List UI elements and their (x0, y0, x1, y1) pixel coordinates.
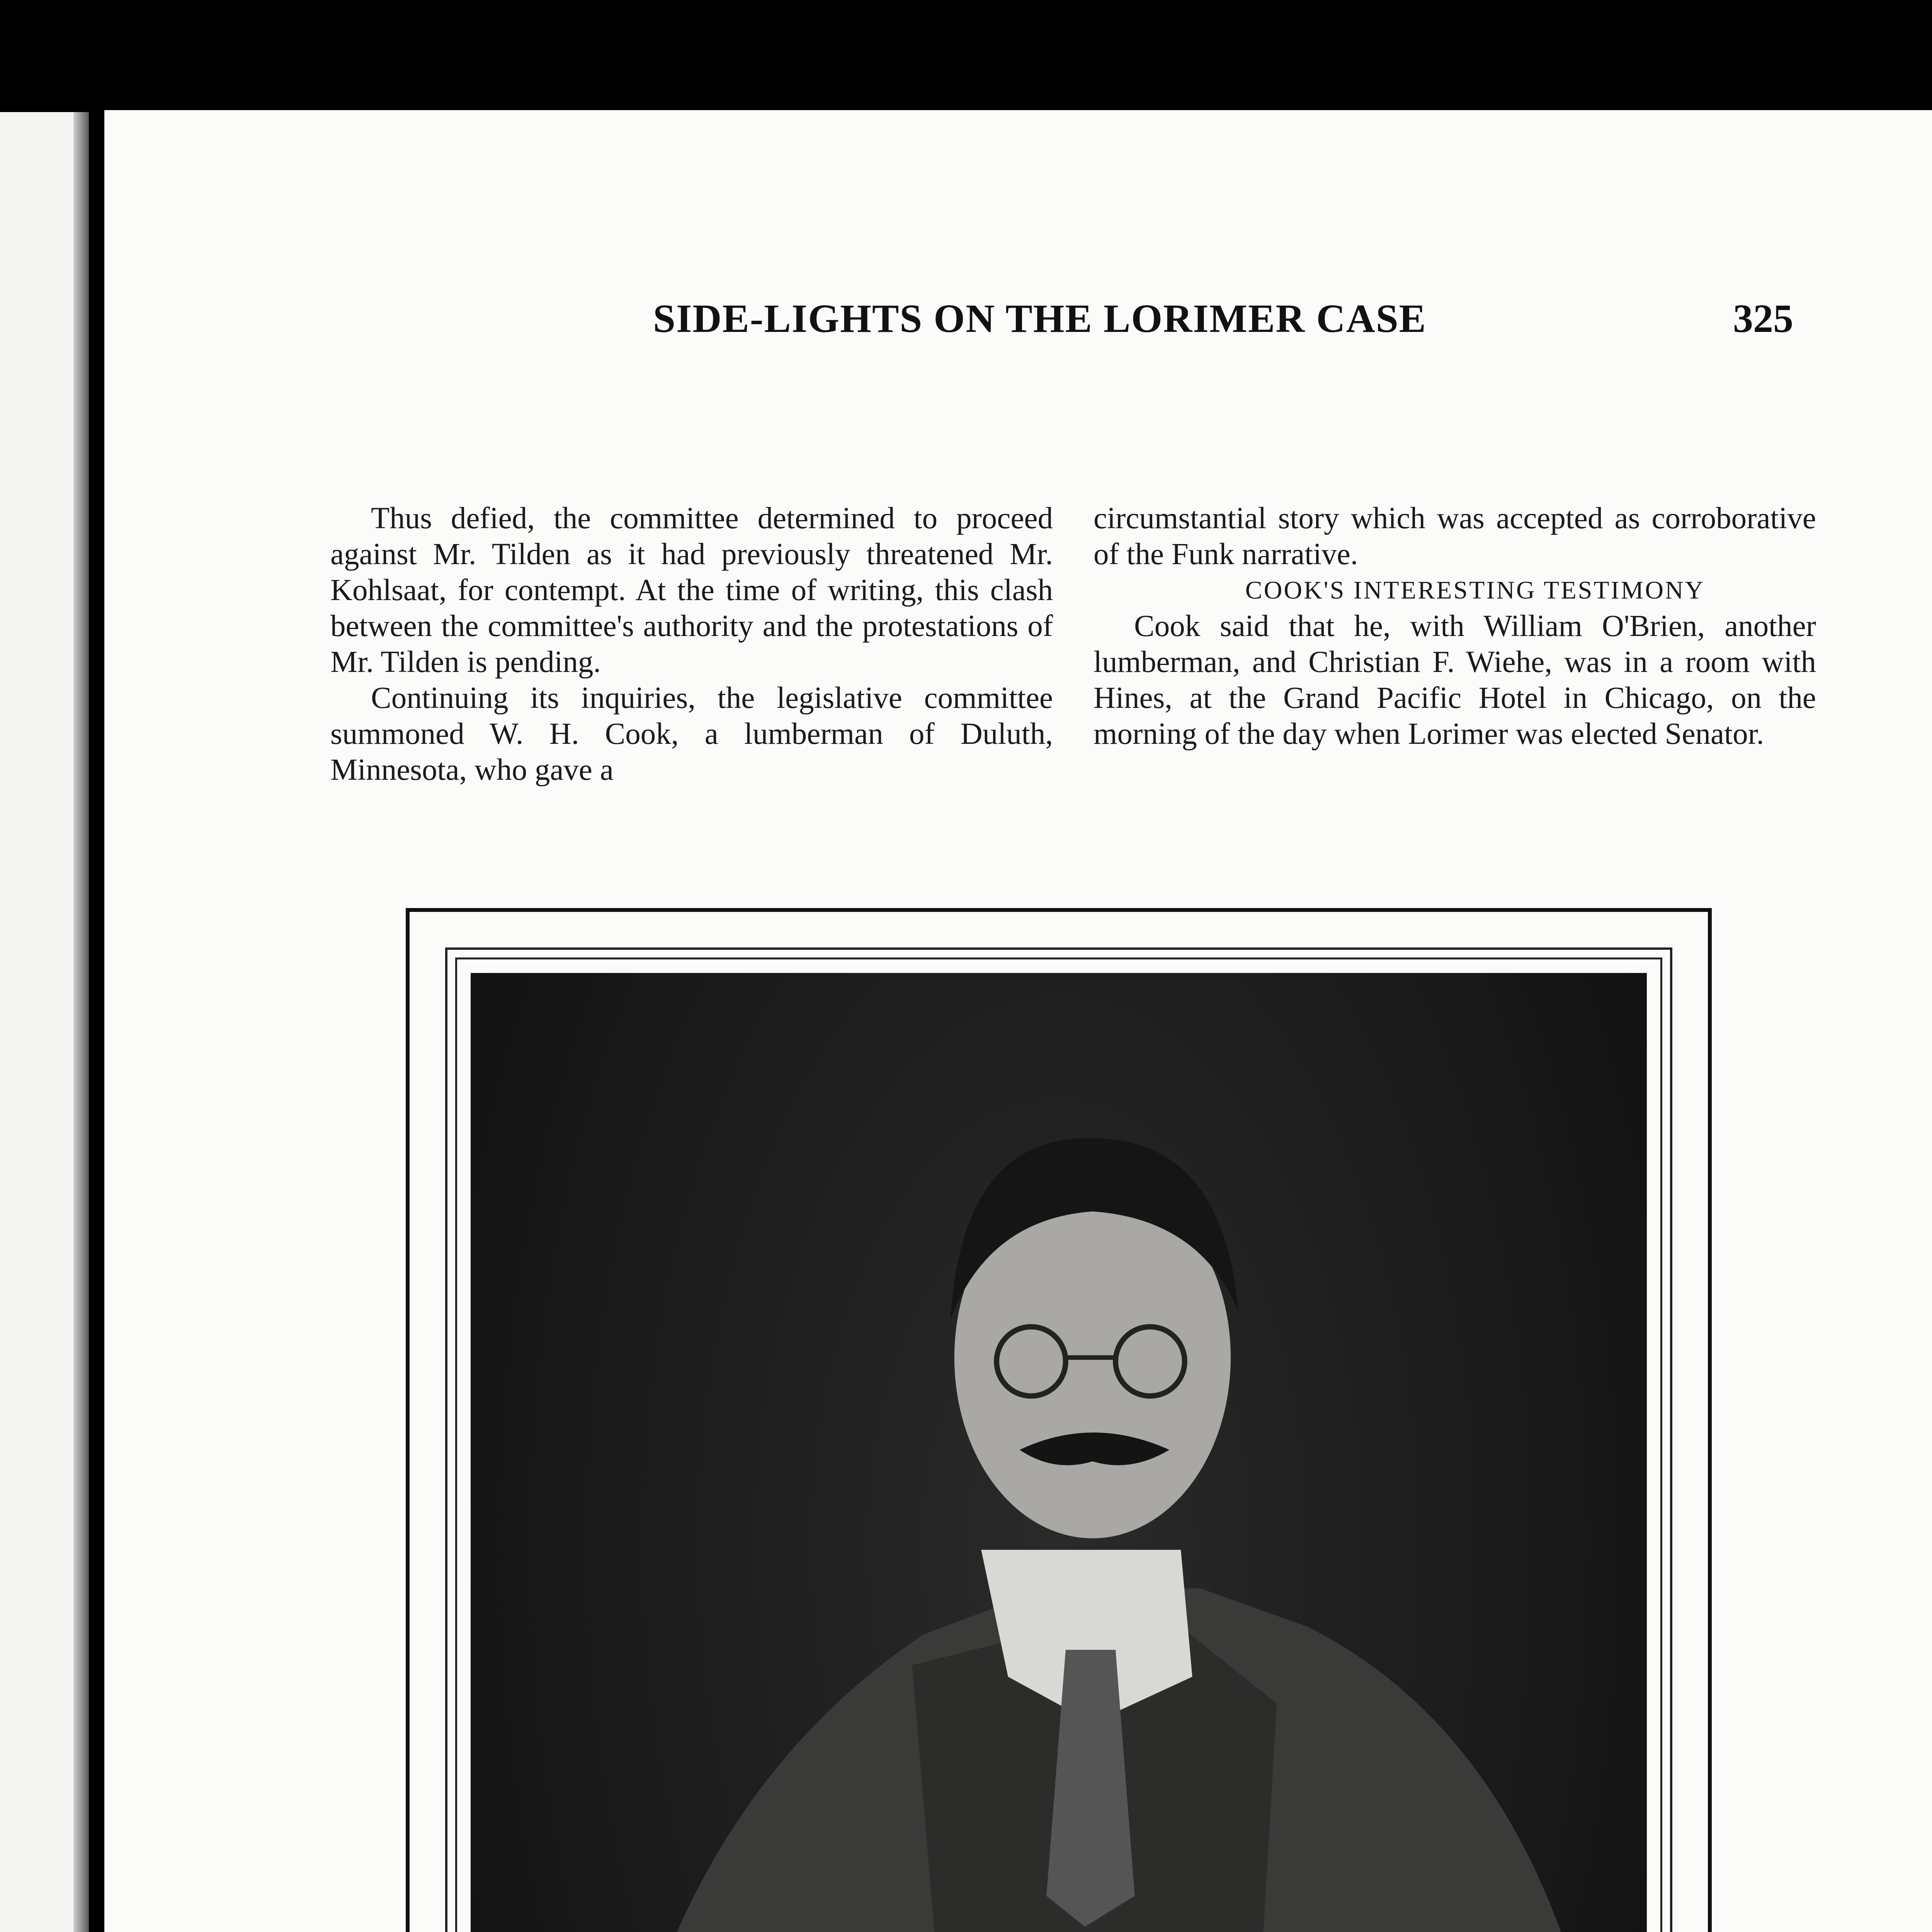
section-subhead: COOK'S INTERESTING TESTIMONY (1245, 576, 1705, 604)
text-column-right (1094, 500, 1816, 752)
paragraph: Cook said that he, with William O'Brien, another lumberman, and Christian F. Wiehe, was in a room with Hines, at the Grand Pacific Hotel in Chicago, on the morning of the day when Lorimer was elected Senator. (1094, 609, 1816, 751)
text-column-left (330, 500, 1053, 788)
paragraph: circumstantial story which was accepted as corroborative of the Funk narrative. (1094, 502, 1816, 571)
running-head (104, 296, 1932, 357)
paragraph: Continuing its inquiries, the legislative committee summoned W. H. Cook, a lumberman of Duluth, Minnesota, who gave a (330, 681, 1053, 787)
page-number: 325 (1733, 296, 1793, 341)
portrait-photograph (471, 973, 1647, 1932)
paragraph: Thus defied, the committee determined to proceed against Mr. Tilden as it had previously threatened Mr. Kohlsaat, for contempt. At the time of writing, this clash between the committee's authority and the protestations of Mr. Tilden is pending. (330, 502, 1053, 679)
running-title: SIDE-LIGHTS ON THE LORIMER CASE (653, 296, 1427, 341)
magazine-page (104, 110, 1932, 1932)
facing-page-edge (0, 112, 89, 1932)
portrait-figure (471, 973, 1647, 1932)
book-gutter (73, 112, 89, 1932)
photo-plate (406, 908, 1712, 1932)
